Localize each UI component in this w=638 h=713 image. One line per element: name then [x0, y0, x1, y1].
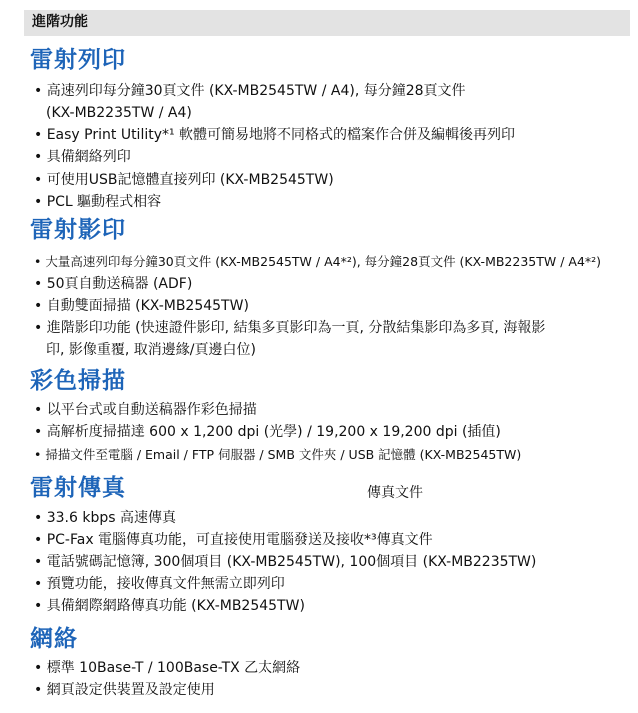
feature-line: • 50頁自動送稿器 (ADF) — [34, 276, 193, 292]
feature-line: • 電話號碼記憶簿, 300個項目 (KX-MB2545TW), 100個項目 (KX-MB2235TW) — [34, 554, 537, 570]
feature-line: • 具備網際網路傳真功能 (KX-MB2545TW) — [34, 598, 305, 614]
section-title-copying: 雷射影印 — [30, 217, 126, 243]
section-title-fax: 雷射傳真 — [30, 475, 126, 501]
feature-line: • Easy Print Utility*¹ 軟體可簡易地將不同格式的檔案作合併及編輯後再列印 — [34, 127, 516, 143]
feature-line: • 具備網絡列印 — [34, 149, 131, 165]
feature-line: • PCL 驅動程式相容 — [34, 194, 162, 210]
feature-line: • 高解析度掃描達 600 x 1,200 dpi (光學) / 19,200 x 19,200 dpi (插值) — [34, 424, 501, 440]
feature-line: • 可使用USB記憶體直接列印 (KX-MB2545TW) — [34, 172, 334, 188]
feature-line: • 33.6 kbps 高速傳真 — [34, 510, 176, 526]
feature-line: • 進階影印功能 (快速證件影印, 結集多頁影印為一頁, 分散結集影印為多頁, 海報影 — [34, 320, 546, 336]
feature-line: • 以平台式或自動送稿器作彩色掃描 — [34, 402, 257, 418]
section-title-printing: 雷射列印 — [30, 47, 126, 73]
feature-line: 印, 影像重覆, 取消邊緣/頁邊白位) — [46, 342, 256, 358]
feature-line: • 高速列印每分鐘30頁文件 (KX-MB2545TW / A4), 每分鐘28頁文件 — [34, 83, 466, 99]
feature-line: • 大量高速列印每分鐘30頁文件 (KX-MB2545TW / A4*²), 每分鐘28頁文件 (KX-MB2235TW / A4*²) — [34, 254, 602, 269]
feature-line: • 自動雙面掃描 (KX-MB2545TW) — [34, 298, 249, 314]
feature-line: • 標準 10Base-T / 100Base-TX 乙太網絡 — [34, 660, 301, 676]
feature-line: • 掃描文件至電腦 / Email / FTP 伺服器 / SMB 文件夾 / USB 記憶體 (KX-MB2545TW) — [34, 447, 522, 462]
header-title: 進階功能 — [32, 14, 88, 30]
feature-line: • 預覽功能，接收傳真文件無需立即列印 — [34, 576, 285, 592]
feature-line: • PC-Fax 電腦傳真功能，可直接使用電腦發送及接收*³傳真文件 — [34, 532, 433, 548]
section-title-network: 網絡 — [30, 626, 78, 652]
fax-side-note: 傳真文件 — [367, 485, 423, 501]
header-bar — [24, 10, 630, 36]
feature-line: • 網頁設定供裝置及設定使用 — [34, 682, 215, 698]
section-title-scanning: 彩色掃描 — [30, 368, 126, 394]
feature-line: (KX-MB2235TW / A4) — [46, 105, 192, 121]
